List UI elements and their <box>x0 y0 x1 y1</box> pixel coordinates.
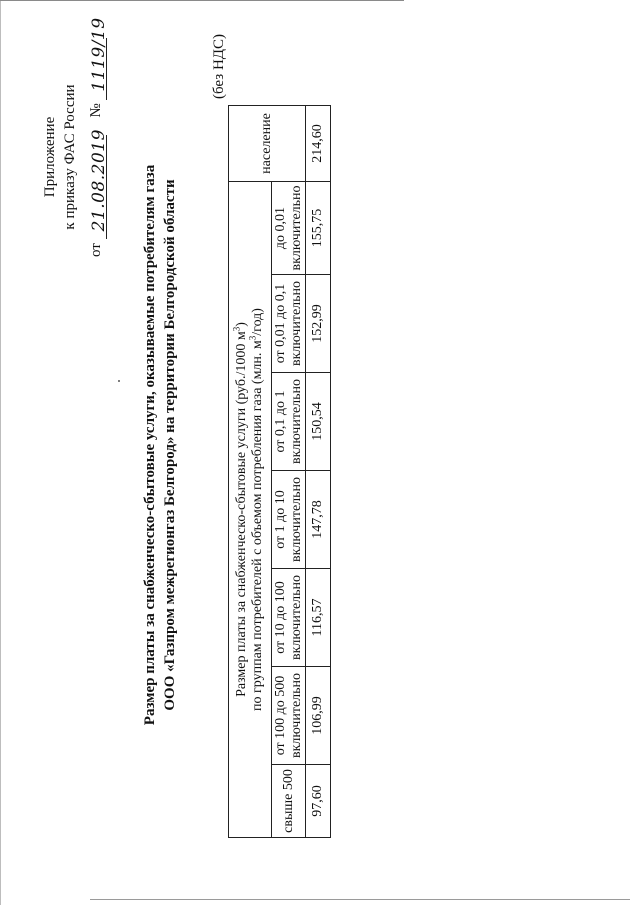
value-cell: 97,60 <box>306 765 331 838</box>
header-line-1: Размер платы за снабженческо-сбытовые услуги (руб./1000 $м^3$) <box>231 322 249 697</box>
group-header: от 10 до 100 включительно <box>272 569 306 667</box>
group-header: от 1 до 10 включительно <box>272 471 306 569</box>
group-header: до 0,01 включительно <box>272 182 306 275</box>
number-prefix: № <box>88 103 104 118</box>
group-header: от 0,01 до 0,1 включительно <box>272 275 306 373</box>
appendix-label: Приложение <box>42 116 58 198</box>
value-cell: 150,54 <box>306 373 331 471</box>
group-header: от 100 до 500 включительно <box>272 667 306 765</box>
document-title <box>140 135 180 755</box>
value-cell: 152,99 <box>306 275 331 373</box>
handwritten-date: 21.08.2019 <box>89 129 109 232</box>
value-cell: 106,99 <box>306 667 331 765</box>
handwritten-number: 1119/19 <box>89 17 109 92</box>
vat-note: (без НДС) <box>211 33 227 99</box>
population-value-cell: 214,60 <box>306 106 331 182</box>
group-header: от 0,1 до 1 включительно <box>272 373 306 471</box>
table-main-header <box>229 182 272 838</box>
appendix-date-row <box>86 17 109 257</box>
group-header: свыше 500 <box>272 765 306 838</box>
number-field <box>86 17 109 100</box>
population-header: население <box>229 106 306 182</box>
fees-table <box>228 105 331 838</box>
table-row <box>306 106 331 838</box>
value-cell: 116,57 <box>306 569 331 667</box>
date-prefix: от <box>88 243 104 257</box>
value-cell: 147,78 <box>306 471 331 569</box>
appendix-order-line: к приказу ФАС России <box>62 84 78 230</box>
appendix-block <box>40 17 109 257</box>
title-line-1: Размер платы за снабженческо-сбытовые услуги, оказываемые потребителям газа <box>142 164 158 726</box>
date-field <box>86 129 109 239</box>
title-line-2: ООО «Газпром межрегионгаз Белгород» на территории Белгородской области <box>162 179 178 711</box>
value-cell: 155,75 <box>306 182 331 275</box>
header-line-2: по группам потребителей с объемом потребления газа (млн. $м^3/год$) <box>247 308 265 711</box>
